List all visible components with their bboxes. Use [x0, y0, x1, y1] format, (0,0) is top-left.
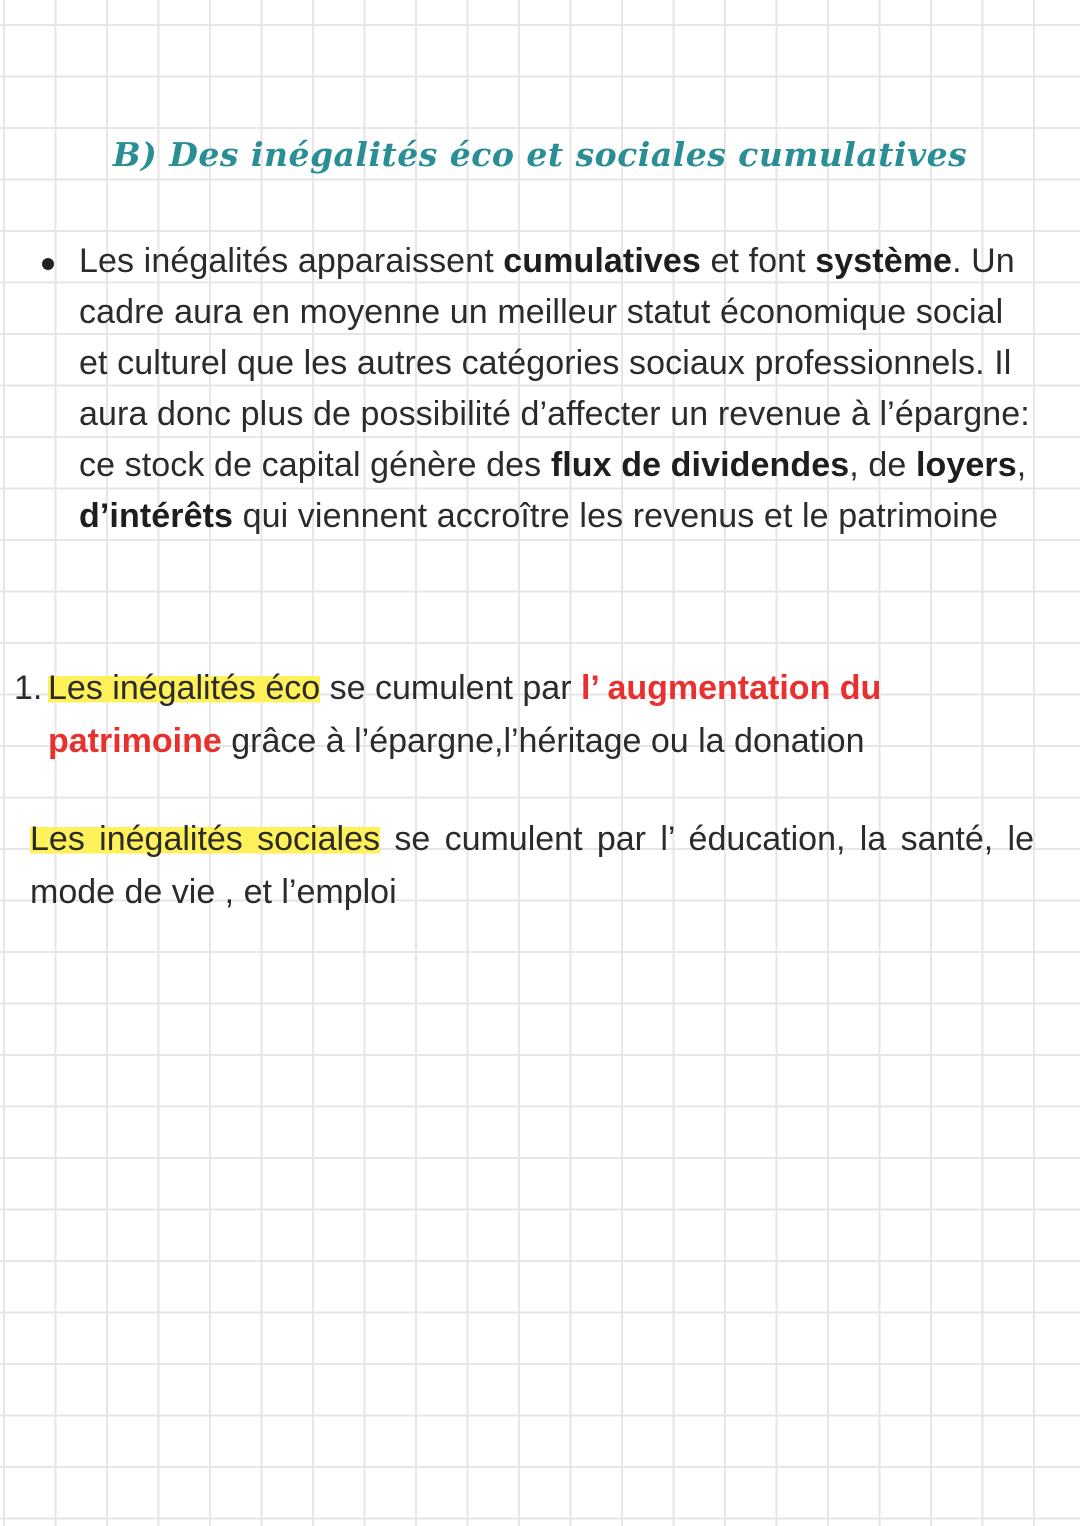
section-title: B) Des inégalités éco et sociales cumulatives	[112, 135, 968, 174]
item-number: 1.	[14, 669, 43, 707]
bold-term-systeme: système	[815, 242, 953, 280]
bold-term-dividendes: flux de dividendes	[550, 446, 850, 484]
highlighted-term: Les inégalités sociales	[30, 820, 380, 858]
text-segment: et font	[700, 242, 816, 280]
text-segment: se cumulent par l’ éducation, la santé, le mode de vie , et l’emploi	[30, 820, 1034, 911]
bold-term-loyers: loyers	[915, 446, 1017, 484]
bold-term-interets: d’intérêts	[79, 497, 234, 535]
numbered-text	[48, 662, 1044, 768]
red-emphasis: l’ augmentation du patrimoine	[48, 669, 882, 760]
highlighted-term: Les inégalités éco	[48, 669, 321, 707]
bullet-dot-icon	[42, 258, 54, 270]
social-paragraph	[30, 813, 1034, 919]
text-segment: , de	[849, 446, 916, 484]
numbered-item	[14, 662, 1044, 768]
bullet-text	[79, 236, 1040, 542]
bullet-paragraph	[30, 236, 1040, 542]
text-segment: grâce à l’épargne,l’héritage ou la donation	[221, 722, 865, 760]
text-segment: se cumulent par	[320, 669, 581, 707]
text-segment: Les inégalités apparaissent	[79, 242, 504, 280]
bold-term-cumulatives: cumulatives	[503, 242, 701, 280]
text-segment: ,	[1016, 446, 1027, 484]
text-segment: qui viennent accroître les revenus et le patrimoine	[233, 497, 998, 535]
text-segment: . Un cadre aura en moyenne un meilleur statut économique social et culturel que les autres catégories sociaux professionnels. Il aura donc plus de possibilité d’affecter un revenue à l’épargne: ce stock de capital génère des	[79, 242, 1030, 484]
